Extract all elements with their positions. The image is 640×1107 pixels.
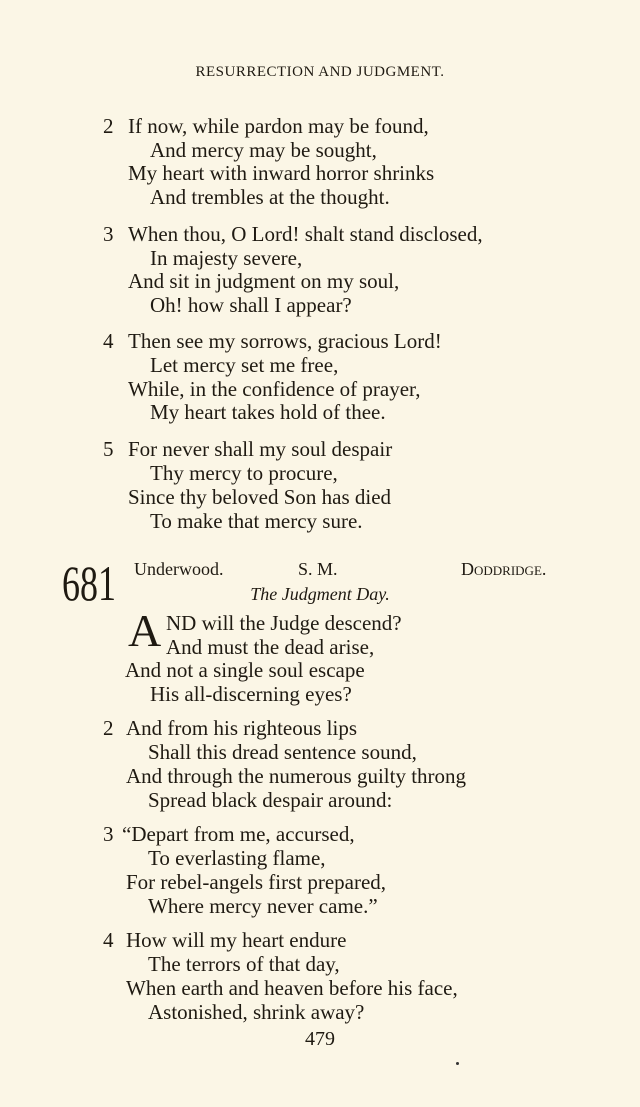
verse-line: Then see my sorrows, gracious Lord!	[128, 329, 442, 353]
hymn-title: The Judgment Day.	[250, 584, 390, 604]
verse-line: And trembles at the thought.	[150, 185, 390, 209]
verse-line: Since thy beloved Son has died	[128, 485, 392, 509]
verse-line: For rebel-angels first prepared,	[126, 870, 387, 894]
verse-line: Oh! how shall I appear?	[150, 293, 352, 317]
verse-line: Shall this dread sentence sound,	[148, 740, 417, 764]
verse-line: To make that mercy sure.	[150, 509, 363, 533]
verse-line: If now, while pardon may be found,	[128, 114, 429, 138]
stanza-number: 3	[103, 822, 114, 846]
verse-line: And mercy may be sought,	[150, 138, 377, 162]
stanza-number: 5	[103, 437, 114, 461]
verse-line: And from his righteous lips	[126, 716, 357, 740]
hymn-number: 681	[62, 555, 116, 611]
page-number: 479	[305, 1028, 335, 1050]
stanza-number: 3	[103, 222, 114, 246]
verse-line: To everlasting flame,	[148, 846, 326, 870]
stanza-number: 4	[103, 928, 114, 952]
verse-line: The terrors of that day,	[148, 952, 340, 976]
drop-cap: A	[128, 605, 162, 656]
verse-line: ND will the Judge descend?	[166, 611, 402, 635]
verse-line: Where mercy never came.”	[148, 894, 378, 918]
stanza-number: 4	[103, 329, 114, 353]
stanza-number: 2	[103, 114, 114, 138]
meter: S. M.	[298, 559, 338, 579]
print-speck	[456, 1062, 459, 1065]
verse-line: How will my heart endure	[126, 928, 347, 952]
verse-line: And through the numerous guilty throng	[126, 764, 467, 788]
verse-line: Astonished, shrink away?	[148, 1000, 365, 1024]
verse-line: “Depart from me, accursed,	[122, 822, 355, 846]
verse-line: And not a single soul escape	[125, 658, 365, 682]
verse-line: For never shall my soul despair	[128, 437, 393, 461]
author: Doddridge.	[461, 559, 547, 579]
verse-line: Thy mercy to procure,	[150, 461, 338, 485]
verse-line: Spread black despair around:	[148, 788, 393, 812]
verse-line: My heart takes hold of thee.	[150, 400, 386, 424]
verse-line: While, in the confidence of prayer,	[128, 377, 421, 401]
running-header: RESURRECTION AND JUDGMENT.	[195, 64, 445, 80]
verse-line: And must the dead arise,	[166, 635, 375, 659]
verse-line: And sit in judgment on my soul,	[128, 269, 400, 293]
verse-line: When earth and heaven before his face,	[126, 976, 458, 1000]
verse-line: When thou, O Lord! shalt stand disclosed,	[128, 222, 483, 246]
stanza-number: 2	[103, 716, 114, 740]
verse-line: In majesty severe,	[150, 246, 303, 270]
verse-line: His all-discerning eyes?	[150, 682, 352, 706]
verse-line: My heart with inward horror shrinks	[128, 161, 435, 185]
verse-line: Let mercy set me free,	[150, 353, 339, 377]
tune-name: Underwood.	[134, 559, 224, 579]
